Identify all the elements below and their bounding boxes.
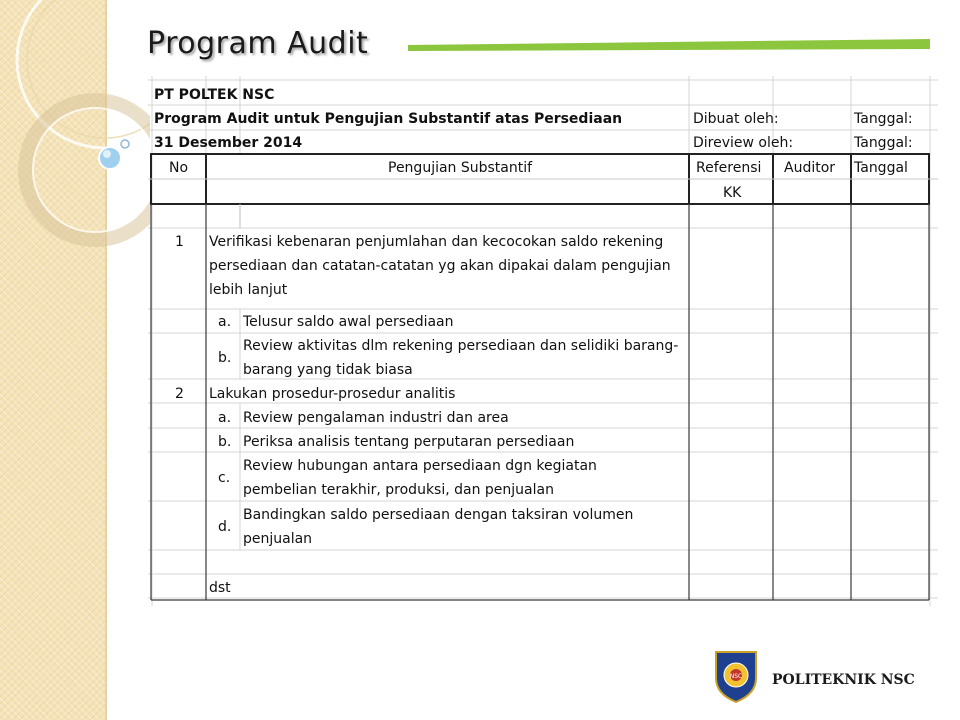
prepared-by-label: Dibuat oleh: <box>693 111 779 127</box>
header-auditor: Auditor <box>784 160 836 176</box>
row1a-letter: a. <box>218 314 232 330</box>
row1b-letter: b. <box>218 350 232 366</box>
row2a-procedure: Review pengalaman industri dan area <box>243 410 509 426</box>
row2b-letter: b. <box>218 434 232 450</box>
header-no: No <box>169 160 189 176</box>
reviewed-by-label: Direview oleh: <box>693 135 794 151</box>
company-name: PT POLTEK NSC <box>154 87 275 103</box>
row1a-procedure: Telusur saldo awal persediaan <box>243 314 454 330</box>
title-accent-bar <box>408 39 930 51</box>
slide-title: Program Audit <box>147 26 369 61</box>
decorative-circles <box>0 0 150 260</box>
footer-organization: POLITEKNIK NSC <box>772 672 915 688</box>
row2b-procedure: Periksa analisis tentang perputaran persediaan <box>243 434 575 450</box>
row2c-procedure: Review hubungan antara persediaan dgn kegiatan pembelian terakhir, produksi, dan penjualan <box>243 458 597 498</box>
audit-program-sheet <box>148 76 938 606</box>
row1-number: 1 <box>175 234 184 250</box>
row2d-procedure: Bandingkan saldo persediaan dengan taksiran volumen penjualan <box>243 507 634 547</box>
period-date: 31 Desember 2014 <box>154 135 303 151</box>
date-label-prepared: Tanggal: <box>854 111 913 127</box>
row2d-letter: d. <box>218 519 232 535</box>
row2c-letter: c. <box>218 470 231 486</box>
program-title: Program Audit untuk Pengujian Substantif atas Persediaan <box>154 111 623 127</box>
header-date: Tanggal <box>854 160 908 176</box>
row1-procedure: Verifikasi kebenaran penjumlahan dan kecocokan saldo rekening persediaan dan catatan-catatan yg akan dipakai dalam pengujian lebih lanjut <box>209 234 671 298</box>
svg-text:NSC: NSC <box>729 673 743 680</box>
row2-number: 2 <box>175 386 184 402</box>
header-reference-line1: Referensi <box>696 160 762 176</box>
date-label-reviewed: Tanggal: <box>854 135 913 151</box>
header-reference-line2: KK <box>723 185 742 201</box>
header-substantive-test: Pengujian Substantif <box>388 160 533 176</box>
row2-procedure: Lakukan prosedur-prosedur analitis <box>209 386 456 402</box>
row1b-procedure: Review aktivitas dlm rekening persediaan dan selidiki barang-barang yang tidak biasa <box>243 338 679 378</box>
continuation-marker: dst <box>209 580 231 596</box>
nsc-shield-logo <box>712 648 760 704</box>
row2a-letter: a. <box>218 410 232 426</box>
